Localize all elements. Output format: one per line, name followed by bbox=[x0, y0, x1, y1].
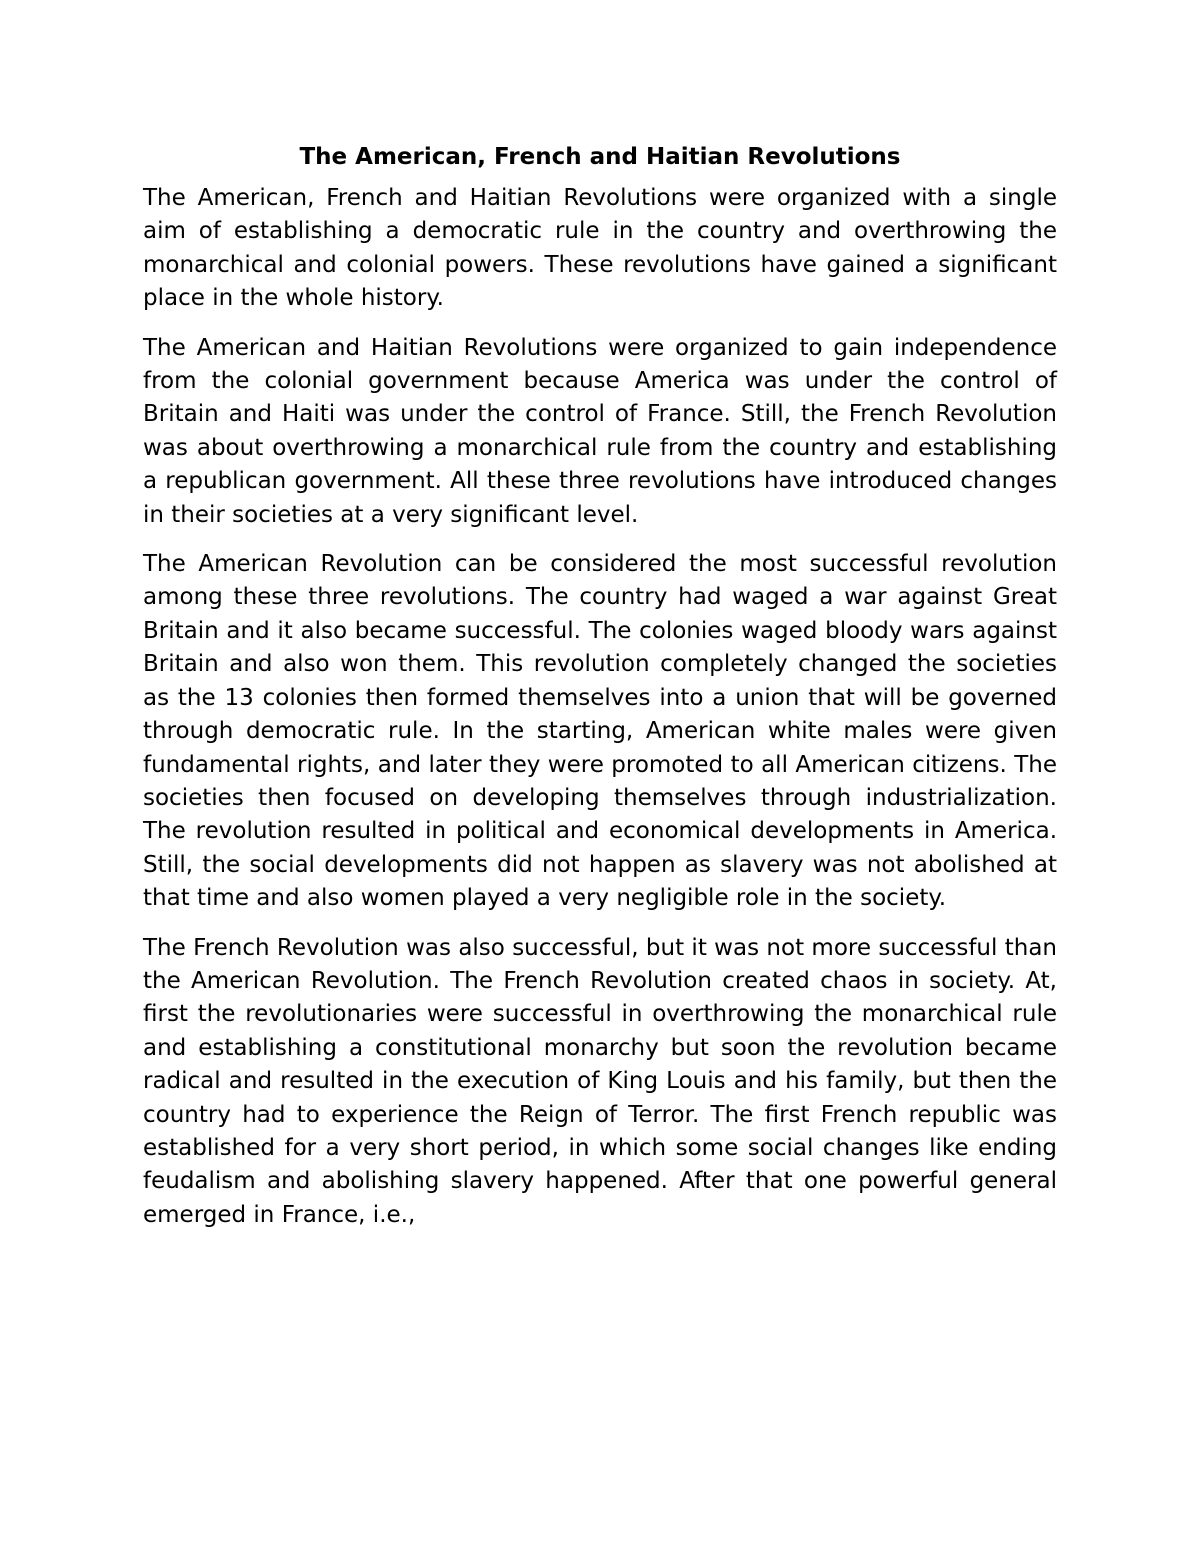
paragraph-french-revolution: The French Revolution was also successful, but it was not more successful than the American Revolution. The French Revolution created chaos in society. At, first the revolutionaries were successful in overthrowing the monarchical rule and establishing a constitutional monarchy but soon the revolution became radical and resulted in the execution of King Louis and his family, but then the country had to experience the Reign of Terror. The first French republic was established for a very short period, in which some social changes like ending feudalism and abolishing slavery happened. After that one powerful general emerged in France, i.e., bbox=[143, 934, 1057, 1228]
document-body bbox=[143, 140, 1057, 1248]
paragraph-american-revolution: The American Revolution can be considered the most successful revolution among these three revolutions. The country had waged a war against Great Britain and it also became successful. The colonies waged bloody wars against Britain and also won them. This revolution completely changed the societies as the 13 colonies then formed themselves into a union that will be governed through democratic rule. In the starting, American white males were given fundamental rights, and later they were promoted to all American citizens. The societies then focused on developing themselves through industrialization. The revolution resulted in political and economical developments in America. Still, the social developments did not happen as slavery was not abolished at that time and also women played a very negligible role in the society. bbox=[143, 551, 1057, 912]
document-title: The American, French and Haitian Revolutions bbox=[299, 144, 901, 170]
paragraph-intro: The American, French and Haitian Revolutions were organized with a single aim of establishing a democratic rule in the country and overthrowing the monarchical and colonial powers. These revolutions have gained a significant place in the whole history. bbox=[143, 185, 1057, 312]
paragraph-independence: The American and Haitian Revolutions were organized to gain independence from the colonial government because America was under the control of Britain and Haiti was under the control of France. Still, the French Revolution was about overthrowing a monarchical rule from the country and establishing a republican government. All these three revolutions have introduced changes in their societies at a very significant level. bbox=[143, 334, 1057, 528]
